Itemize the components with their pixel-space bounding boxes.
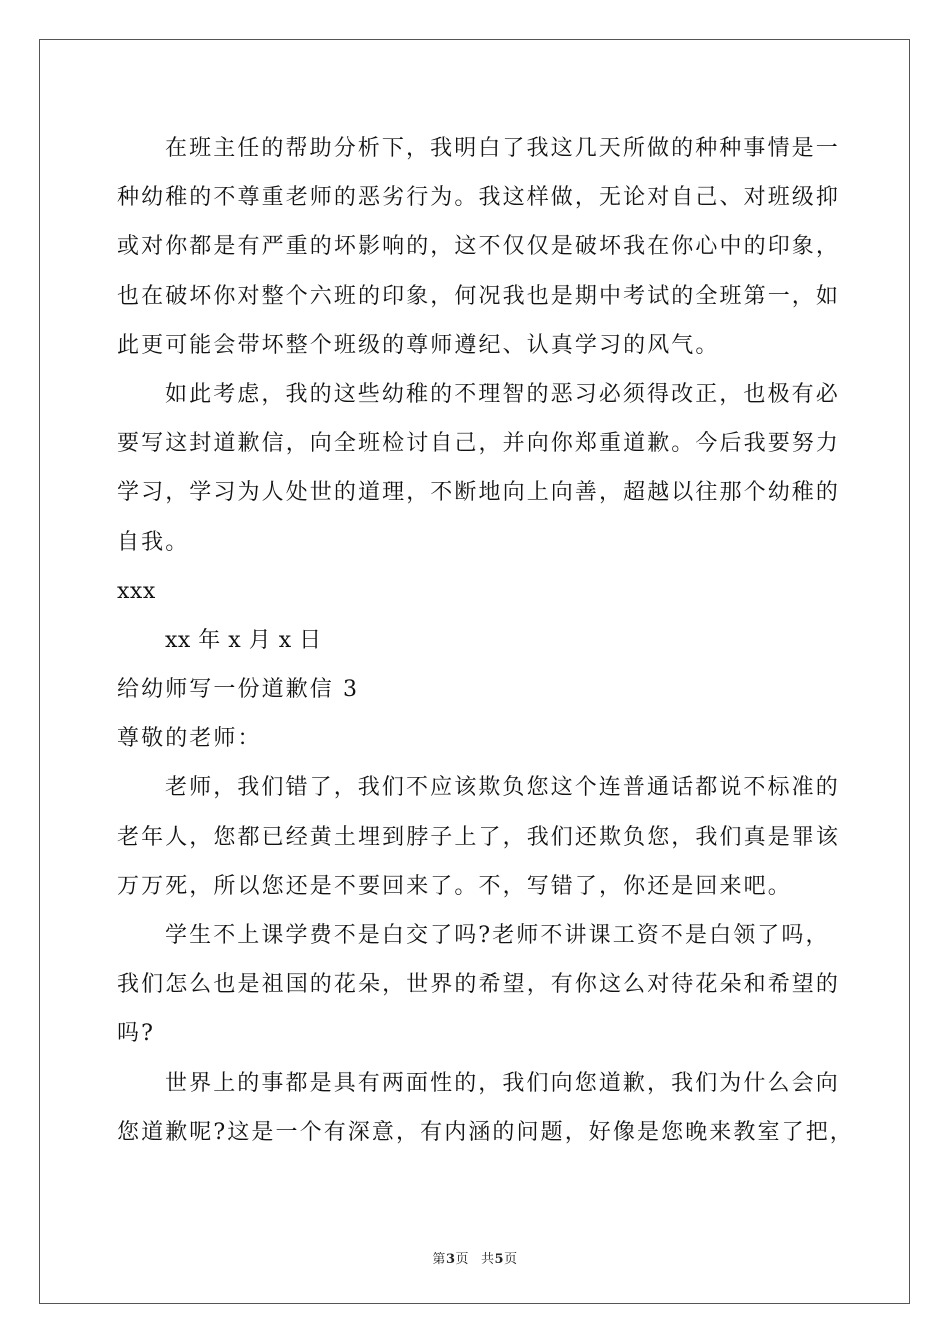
page-prefix: 第	[432, 1252, 446, 1267]
paragraph-line: 种幼稚的不尊重老师的恶劣行为。我这样做，无论对自己、对班级抑	[117, 185, 841, 211]
document-body	[117, 124, 854, 1157]
page-footer	[0, 1248, 950, 1267]
paragraph-line: 学生不上课学费不是白交了吗?老师不讲课工资不是白领了吗，	[165, 923, 830, 948]
signature: xxx	[117, 578, 156, 604]
section-heading: 给幼师写一份道歉信 3	[117, 677, 360, 703]
paragraph-line: 我们怎么也是祖国的花朵，世界的希望，有你这么对待花朵和希望的	[117, 972, 841, 998]
salutation: 尊敬的老师：	[117, 726, 262, 752]
paragraph-line: 学习，学习为人处世的道理，不断地向上向善，超越以往那个幼稚的	[117, 480, 841, 506]
current-page-number: 3	[445, 1252, 456, 1267]
total-prefix: 共	[481, 1252, 495, 1267]
paragraph-line: 您道歉呢?这是一个有深意，有内涵的问题，好像是您晚来教室了把，	[117, 1119, 854, 1145]
paragraph-line: 自我。	[117, 529, 190, 555]
paragraph-line: 如此考虑，我的这些幼稚的不理智的恶习必须得改正，也极有必	[165, 381, 840, 407]
paragraph-line: 在班主任的帮助分析下，我明白了我这几天所做的种种事情是一	[165, 136, 840, 161]
paragraph-line: 或对你都是有严重的坏影响的，这不仅仅是破坏我在你心中的印象，	[117, 234, 841, 260]
page-suffix: 页	[455, 1252, 469, 1267]
paragraph-line: 吗?	[117, 1021, 155, 1047]
paragraph-line: 老年人，您都已经黄土埋到脖子上了，我们还欺负您，我们真是罪该	[117, 824, 841, 850]
paragraph-line: 世界上的事都是具有两面性的，我们向您道歉，我们为什么会向	[165, 1070, 840, 1096]
total-suffix: 页	[504, 1252, 518, 1267]
paragraph-line: 老师，我们错了，我们不应该欺负您这个连普通话都说不标准的	[165, 775, 840, 801]
paragraph-line: 要写这封道歉信，向全班检讨自己，并向你郑重道歉。今后我要努力	[117, 431, 841, 457]
date-line: xx 年 x 月 x 日	[165, 627, 322, 653]
paragraph-line: 万万死，所以您还是不要回来了。不，写错了，你还是回来吧。	[117, 873, 792, 899]
paragraph-line: 也在破坏你对整个六班的印象，何况我也是期中考试的全班第一，如	[117, 283, 841, 309]
paragraph-line: 此更可能会带坏整个班级的尊师遵纪、认真学习的风气。	[117, 332, 720, 358]
total-pages-number: 5	[494, 1252, 505, 1267]
